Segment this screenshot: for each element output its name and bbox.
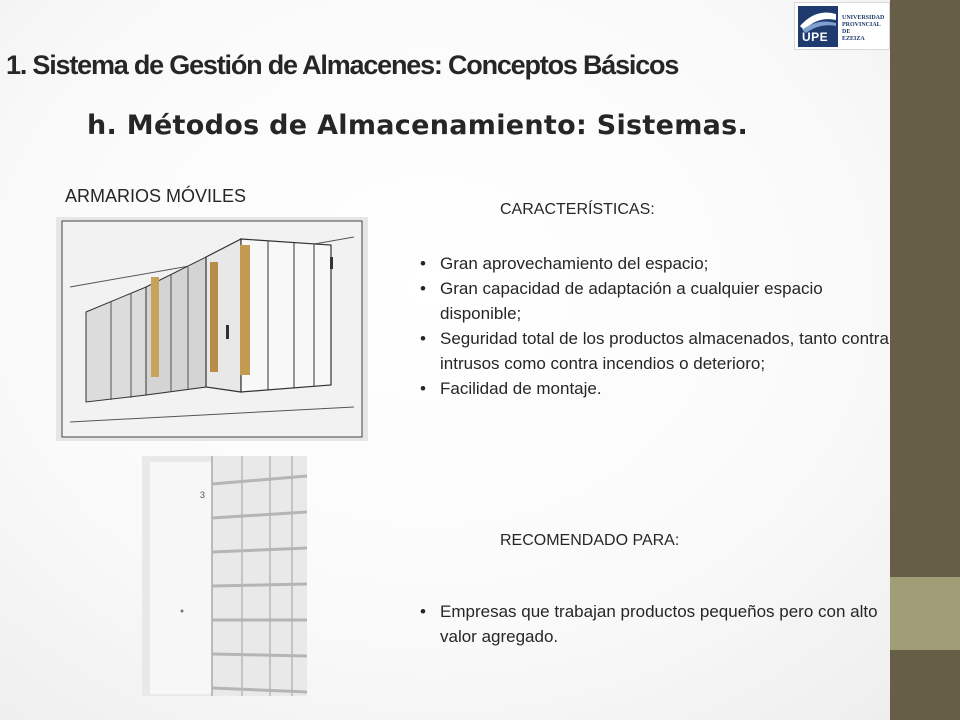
slide-title: 1. Sistema de Gestión de Almacenes: Conceptos Básicos	[6, 50, 679, 80]
recommended-list	[418, 599, 898, 649]
recommended-heading: RECOMENDADO PARA:	[500, 532, 680, 549]
mobile-cabinets-illustration	[56, 217, 368, 441]
list-item: • Facilidad de montaje.	[418, 376, 898, 401]
shelving-photo	[142, 456, 307, 696]
mobile-cabinets-label: ARMARIOS MÓVILES	[65, 186, 247, 206]
list-item: • Seguridad total de los productos almacenados, tanto contra intrusos como contra incendios o deterioro;	[418, 326, 898, 376]
svg-text:3: 3	[200, 490, 206, 500]
list-item: • Empresas que trabajan productos pequeños pero con alto valor agregado.	[418, 599, 898, 649]
logo-org-line: UNIVERSIDAD	[842, 15, 885, 21]
logo-org-line: PROVINCIAL DE	[842, 22, 881, 35]
university-logo	[794, 2, 890, 50]
list-item: • Gran aprovechamiento del espacio;	[418, 251, 898, 276]
side-accent-block	[890, 577, 960, 650]
logo-org-name	[842, 15, 888, 43]
logo-org-line: EZEIZA	[842, 36, 865, 42]
slide-subtitle: h. Métodos de Almacenamiento: Sistemas.	[87, 110, 749, 141]
characteristics-heading: CARACTERÍSTICAS:	[500, 201, 655, 218]
list-item: • Gran capacidad de adaptación a cualquier espacio disponible;	[418, 276, 898, 326]
logo-mark-text: UPE	[802, 30, 829, 44]
characteristics-list	[418, 251, 898, 401]
